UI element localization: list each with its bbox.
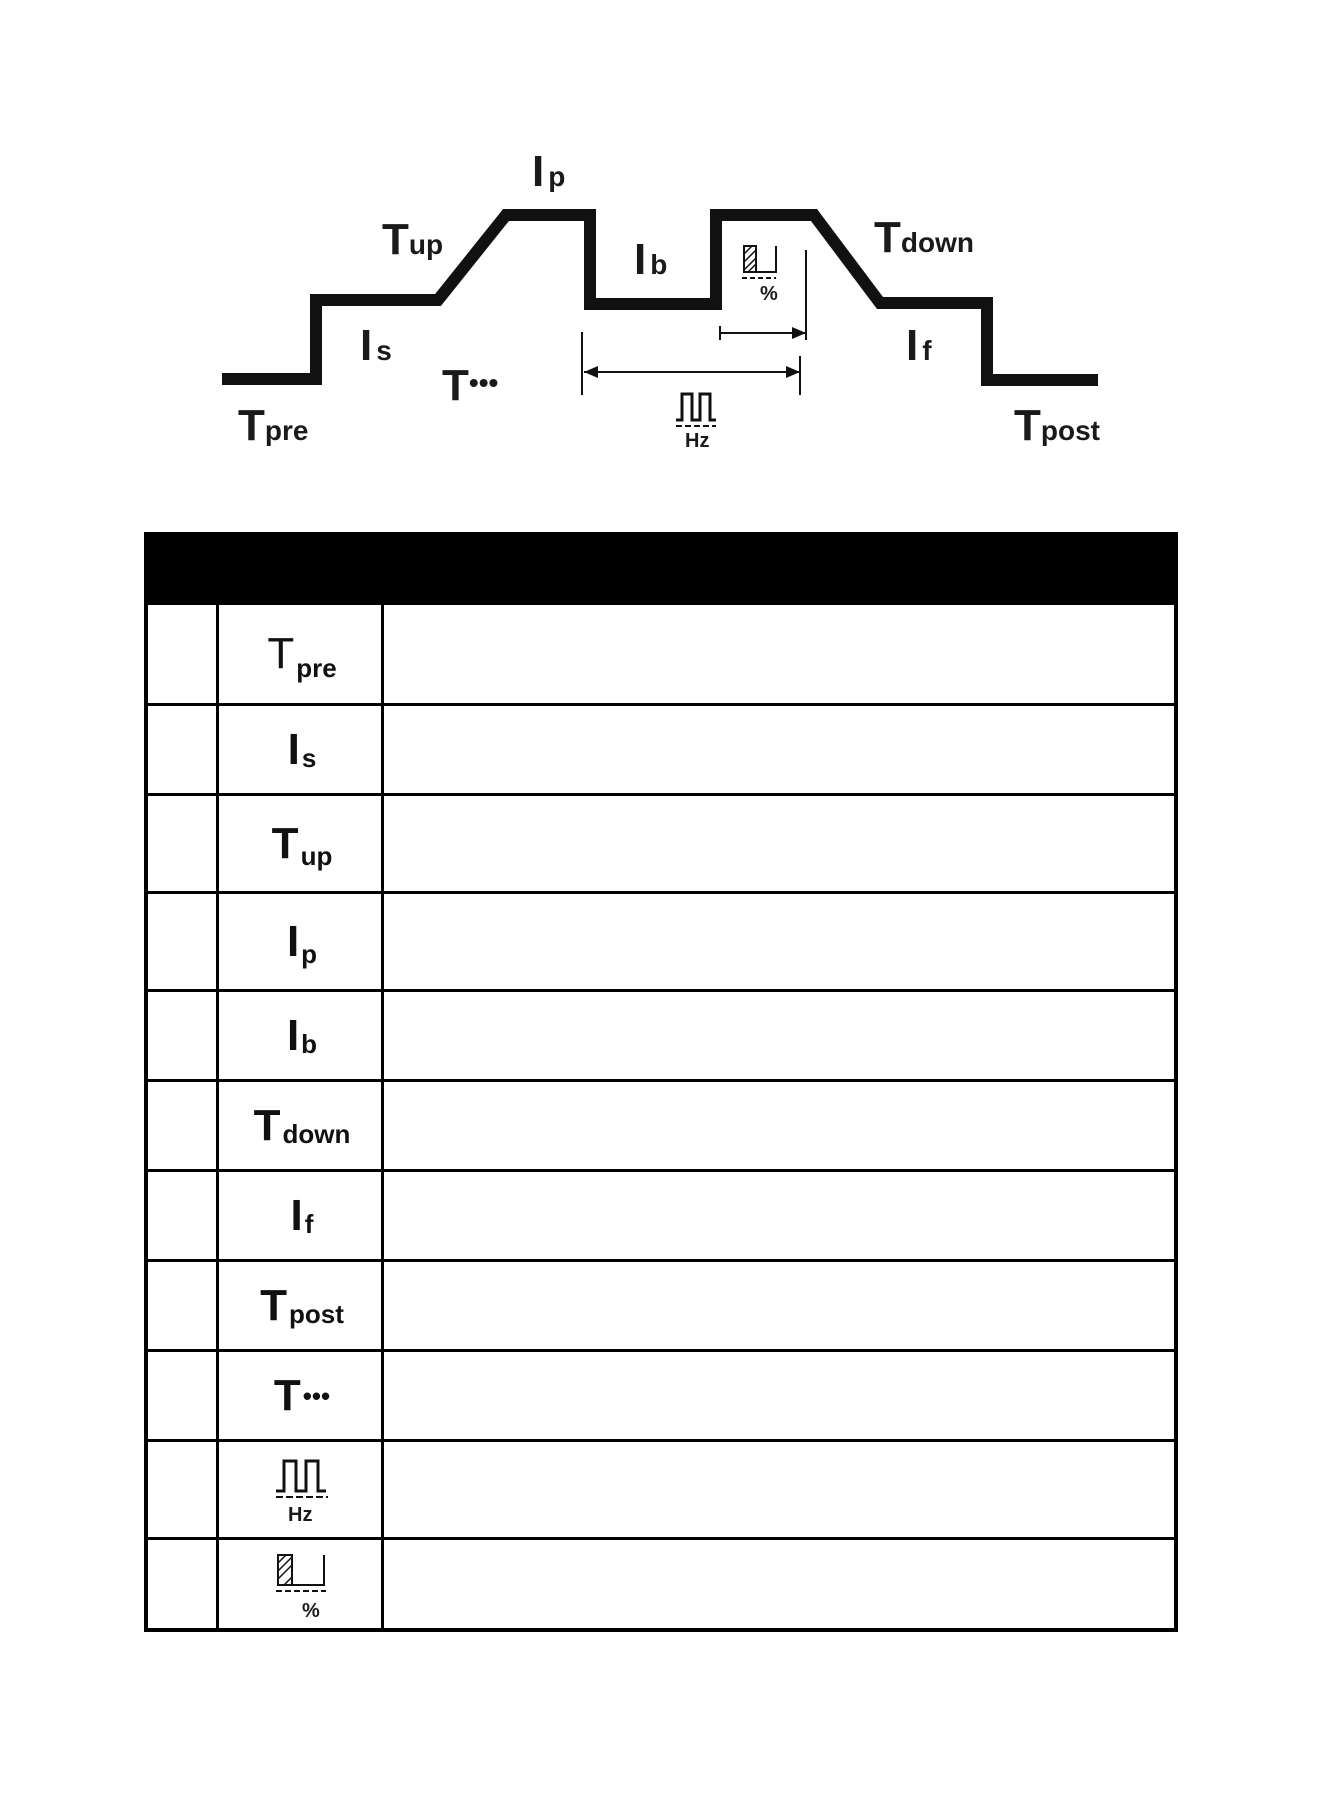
table-row xyxy=(148,1259,1174,1349)
label-tpre: Tpre xyxy=(238,401,309,450)
percent-label: % xyxy=(302,1600,320,1622)
symbol-tup: T up xyxy=(271,818,333,871)
arrow-left-icon xyxy=(584,366,598,378)
table-row xyxy=(148,1349,1174,1439)
table-header xyxy=(148,536,1174,602)
table-row xyxy=(148,891,1174,989)
pulse-frequency-icon xyxy=(220,1442,384,1537)
table-row xyxy=(148,989,1174,1079)
symbol-tdots: T ••• xyxy=(273,1370,331,1420)
label-tdots: T••• xyxy=(442,361,499,410)
label-is: Is xyxy=(360,321,392,370)
arrow-right-icon xyxy=(786,366,800,378)
label-ib: Ib xyxy=(634,235,668,284)
duty-cycle-icon xyxy=(742,246,778,305)
symbol-ib: I b xyxy=(286,1010,318,1060)
hz-label: Hz xyxy=(288,1503,313,1525)
pulse-frequency-icon xyxy=(676,394,716,452)
hz-label: Hz xyxy=(685,430,710,452)
symbol-tpre: T pre xyxy=(267,629,337,683)
label-tpost: Tpost xyxy=(1014,401,1100,450)
symbol-tdown: T down xyxy=(253,1100,351,1150)
table-row xyxy=(148,1079,1174,1169)
parameter-table xyxy=(144,532,1178,1632)
label-tdown: Tdown xyxy=(874,213,974,262)
symbol-if: I f xyxy=(290,1190,314,1240)
label-ip: Ip xyxy=(532,147,566,196)
table-row xyxy=(148,1439,1174,1537)
table-row xyxy=(148,793,1174,891)
table-row xyxy=(148,1169,1174,1259)
label-if: If xyxy=(906,321,932,370)
symbol-is: I s xyxy=(287,724,317,774)
arrow-right-icon xyxy=(792,327,806,339)
table-row xyxy=(148,602,1174,703)
symbol-ip: I p xyxy=(286,916,318,969)
symbol-tpost: T post xyxy=(260,1280,344,1330)
welding-cycle-diagram xyxy=(0,0,1324,470)
label-tup: Tup xyxy=(382,215,444,264)
table-row xyxy=(148,1537,1174,1632)
table-row xyxy=(148,703,1174,793)
duty-cycle-icon xyxy=(220,1540,384,1632)
percent-label: % xyxy=(760,283,778,305)
